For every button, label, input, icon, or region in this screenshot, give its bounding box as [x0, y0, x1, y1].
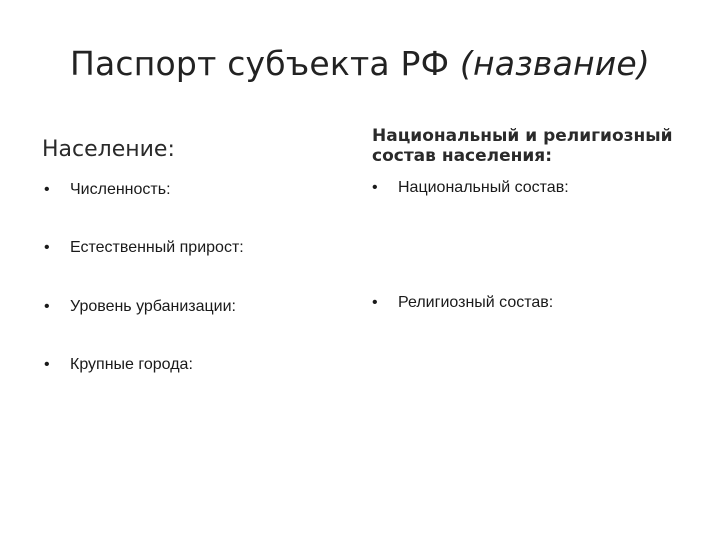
list-item-label: Численность: [70, 181, 171, 198]
bullet-icon: • [44, 181, 50, 198]
list-item-natural-growth [44, 238, 244, 258]
list-item-label: Уровень урбанизации: [70, 298, 236, 315]
bullet-icon: • [372, 179, 378, 196]
list-item-religious-composition [372, 293, 553, 313]
list-item-label: Естественный прирост: [70, 239, 244, 256]
bullet-icon: • [44, 298, 50, 315]
list-item-ethnic-composition [372, 178, 569, 198]
population-heading: Население: [42, 137, 175, 162]
bullet-icon: • [44, 239, 50, 256]
slide-title [0, 44, 720, 83]
title-main: Паспорт субъекта РФ [69, 44, 460, 83]
bullet-icon: • [372, 294, 378, 311]
list-item-major-cities [44, 355, 193, 375]
bullet-icon: • [44, 356, 50, 373]
list-item-urbanization [44, 297, 236, 317]
list-item-label: Национальный состав: [398, 179, 569, 196]
title-italic: (название) [459, 44, 650, 83]
list-item-population-count [44, 180, 171, 200]
list-item-label: Крупные города: [70, 356, 193, 373]
list-item-label: Религиозный состав: [398, 294, 554, 311]
ethnic-religious-heading: Национальный и религиозный состав населения: [372, 126, 673, 166]
